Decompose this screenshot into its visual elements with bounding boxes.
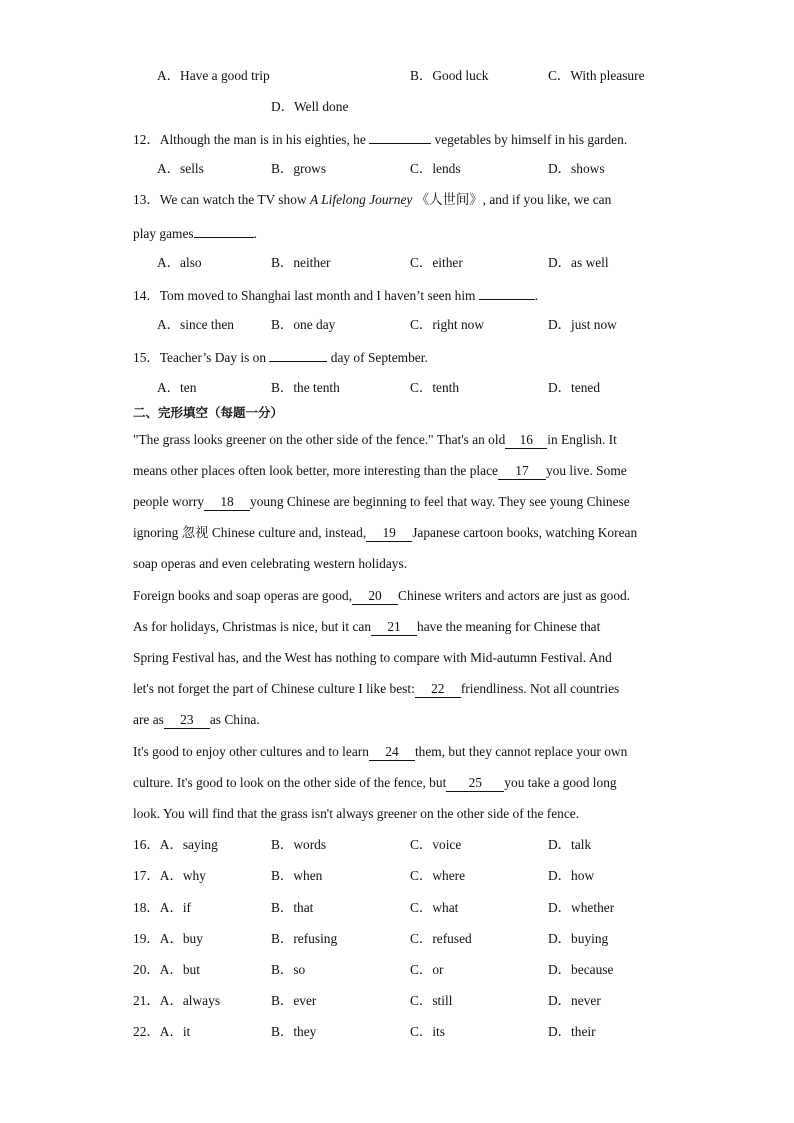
option-c: C．refused [410, 931, 472, 946]
q13-blank [194, 223, 254, 238]
option-b: B．when [271, 868, 323, 883]
option-a: 17．A．why [133, 868, 206, 883]
q13-stem-continued [133, 223, 257, 241]
blank-24: 24 [369, 744, 415, 761]
option-a: 19．A．buy [133, 931, 203, 946]
q14-stem [133, 285, 538, 303]
q14-option-b: B．one day [271, 317, 336, 332]
q14-option-d: D．just now [548, 317, 617, 332]
passage-line-12 [133, 774, 617, 792]
passage-line-1 [133, 431, 617, 449]
q15-option-a: A．ten [157, 380, 197, 395]
option-d: D．never [548, 993, 601, 1008]
option-d: D．talk [548, 837, 592, 852]
q15-option-b: B．the tenth [271, 380, 340, 395]
option-c: C．voice [410, 837, 462, 852]
blank-25: 25 [446, 775, 504, 792]
passage-line-6 [133, 587, 630, 605]
passage-text: ignoring 忽视 Chinese culture and, instead, [133, 525, 367, 540]
q15-option-d: D．tened [548, 380, 601, 395]
option-b: B．that [271, 900, 314, 915]
option-b: B．they [271, 1024, 317, 1039]
passage-line-11 [133, 743, 627, 761]
passage-line-4 [133, 524, 637, 542]
option-c: C．still [410, 993, 453, 1008]
passage-line-2 [133, 462, 627, 480]
q12-option-c: C．lends [410, 161, 461, 176]
option-d: D．their [548, 1024, 596, 1039]
blank-19: 19 [366, 525, 412, 542]
option-a: 21．A．always [133, 993, 221, 1008]
q14-option-a: A．since then [157, 317, 234, 332]
q12-stem-start: 12．Although the man is in his eighties, he [133, 132, 370, 147]
passage-line-5: soap operas and even celebrating western holidays. [133, 556, 408, 571]
blank-21: 21 [371, 619, 417, 636]
q13-option-b: B．neither [271, 255, 331, 270]
passage-text: have the meaning for Chinese that [417, 619, 601, 634]
passage-text: friendliness. Not all countries [460, 681, 620, 696]
q14-option-c: C．right now [410, 317, 485, 332]
option-b: B．refusing [271, 931, 338, 946]
passage-text: means other places often look better, more interesting than the place [133, 463, 498, 478]
option-d: D．whether [548, 900, 615, 915]
passage-text: "The grass looks greener on the other side of the fence." That's an old [133, 432, 506, 447]
passage-line-8: Spring Festival has, and the West has nothing to compare with Mid-autumn Festival. And [133, 650, 612, 665]
q12-blank [369, 129, 431, 144]
passage-line-13: look. You will find that the grass isn't always greener on the other side of the fence. [133, 806, 580, 821]
q15-stem [133, 347, 428, 365]
q14-stem-end: . [534, 288, 539, 303]
q13-option-a: A．also [157, 255, 202, 270]
q12-stem [133, 129, 627, 147]
blank-17: 17 [498, 463, 546, 480]
option-c: C．its [410, 1024, 445, 1039]
q13-stem-start: 13．We can watch the TV show [133, 192, 310, 207]
q13-stem-end: . [253, 226, 257, 241]
option-b: B．words [271, 837, 327, 852]
option-d: D．buying [548, 931, 609, 946]
q11-option-b: B．Good luck [410, 68, 489, 83]
option-b: B．so [271, 962, 306, 977]
passage-line-3 [133, 493, 630, 511]
q12-option-a: A．sells [157, 161, 204, 176]
q13-show-title: A Lifelong Journey [309, 192, 413, 207]
passage-text: are as [133, 712, 164, 727]
option-c: C．what [410, 900, 459, 915]
blank-20: 20 [352, 588, 398, 605]
q14-blank [479, 285, 535, 300]
passage-text: Foreign books and soap operas are good, [133, 588, 353, 603]
option-a: 20．A．but [133, 962, 200, 977]
q15-stem-start: 15．Teacher’s Day is on [133, 350, 270, 365]
q13-stem-cont-text: play games [133, 226, 194, 241]
q11-option-c: C．With pleasure [548, 68, 645, 83]
blank-22: 22 [415, 681, 461, 698]
passage-text: Japanese cartoon books, watching Korean [412, 525, 638, 540]
passage-text: culture. It's good to look on the other side of the fence, but [133, 775, 447, 790]
q15-blank [269, 347, 327, 362]
section-title: 二、完形填空（每题一分） [133, 405, 284, 420]
blank-23: 23 [164, 712, 210, 729]
q15-option-c: C．tenth [410, 380, 460, 395]
q12-option-d: D．shows [548, 161, 605, 176]
q12-option-b: B．grows [271, 161, 327, 176]
passage-text: let's not forget the part of Chinese culture I like best: [133, 681, 415, 696]
passage-text: Chinese writers and actors are just as good. [398, 588, 631, 603]
passage-text: in English. It [547, 432, 617, 447]
passage-line-10 [133, 711, 260, 729]
option-a: 22．A．it [133, 1024, 191, 1039]
passage-text: As for holidays, Christmas is nice, but it can [133, 619, 372, 634]
option-d: D．how [548, 868, 595, 883]
q13-option-d: D．as well [548, 255, 609, 270]
q11-option-d: D．Well done [271, 99, 349, 114]
option-d: D．because [548, 962, 614, 977]
option-c: C．or [410, 962, 444, 977]
q15-stem-end: day of September. [327, 350, 428, 365]
q12-stem-end: vegetables by himself in his garden. [431, 132, 628, 147]
q13-option-c: C．either [410, 255, 463, 270]
passage-text: you take a good long [504, 775, 617, 790]
passage-text: people worry [133, 494, 205, 509]
passage-line-7 [133, 618, 600, 636]
passage-text: them, but they cannot replace your own [414, 744, 628, 759]
passage-line-9 [133, 680, 619, 698]
option-b: B．ever [271, 993, 317, 1008]
q13-stem [133, 191, 611, 209]
option-c: C．where [410, 868, 466, 883]
blank-18: 18 [204, 494, 250, 511]
option-a: 16．A．saying [133, 837, 218, 852]
q11-option-a: A．Have a good trip [157, 68, 270, 83]
q14-stem-start: 14．Tom moved to Shanghai last month and I haven’t seen him [133, 288, 479, 303]
passage-text: as China. [209, 712, 260, 727]
blank-16: 16 [505, 432, 547, 449]
option-a: 18．A．if [133, 900, 192, 915]
passage-text: you live. Some [545, 463, 627, 478]
passage-text: young Chinese are beginning to feel that way. They see young Chinese [250, 494, 630, 509]
q13-stem-middle: 《人世间》, and if you like, we can [412, 192, 612, 207]
passage-text: It's good to enjoy other cultures and to learn [133, 744, 369, 759]
